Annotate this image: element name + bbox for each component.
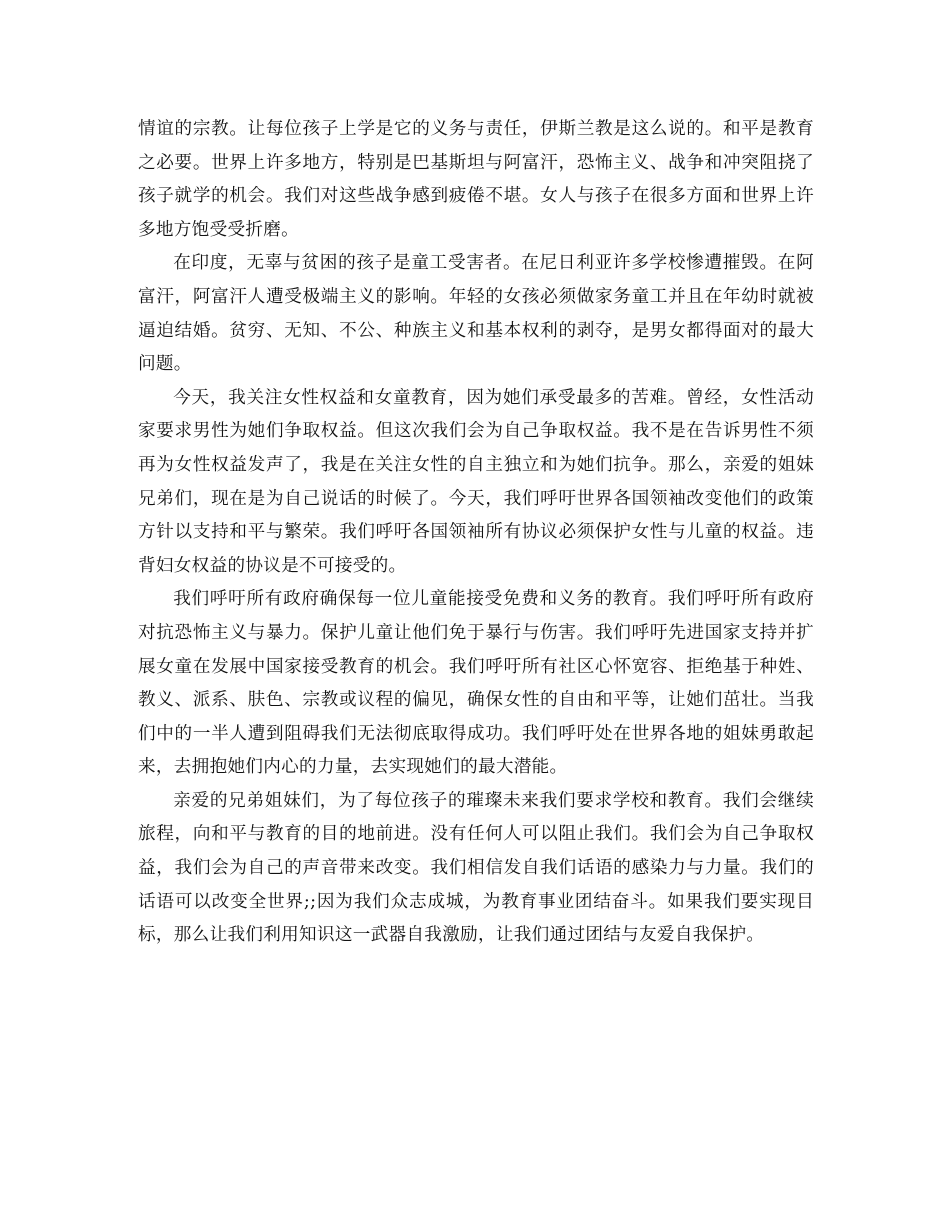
paragraph-2: 在印度，无辜与贫困的孩子是童工受害者。在尼日利亚许多学校惨遭摧毁。在阿富汗，阿富汗人遭受极端主义的影响。年轻的女孩必须做家务童工并且在年幼时就被逼迫结婚。贫穷、无知、不公、种族主义和基本权利的剥夺，是男女都得面对的最大问题。 [138,253,814,375]
paragraph-5: 亲爱的兄弟姐妹们，为了每位孩子的璀璨未来我们要求学校和教育。我们会继续旅程，向和平与教育的目的地前进。没有任何人可以阻止我们。我们会为自己争取权益，我们会为自己的声音带来改变。我们相信发自我们话语的感染力与力量。我们的话语可以改变全世界;;因为我们众志成城，为教育事业团结奋斗。如果我们要实现目标，那么让我们利用知识这一武器自我激励，让我们通过团结与友爱自我保护。 [138,790,814,946]
paragraph-4: 我们呼吁所有政府确保每一位儿童能接受免费和义务的教育。我们呼吁所有政府对抗恐怖主义与暴力。保护儿童让他们免于暴行与伤害。我们呼吁先进国家支持并扩展女童在发展中国家接受教育的机会。我们呼吁所有社区心怀宽容、拒绝基于种姓、教义、派系、肤色、宗教或议程的偏见，确保女性的自由和平等，让她们茁壮。当我们中的一半人遭到阻碍我们无法彻底取得成功。我们呼吁处在世界各地的姐妹勇敢起来，去拥抱她们内心的力量，去实现她们的最大潜能。 [138,589,814,778]
paragraph-3: 今天，我关注女性权益和女童教育，因为她们承受最多的苦难。曾经，女性活动家要求男性为她们争取权益。但这次我们会为自己争取权益。我不是在告诉男性不须再为女性权益发声了，我是在关注女性的自主独立和为她们抗争。那么，亲爱的姐妹兄弟们，现在是为自己说话的时候了。今天，我们呼吁世界各国领袖改变他们的政策方针以支持和平与繁荣。我们呼吁各国领袖所有协议必须保护女性与儿童的权益。违背妇女权益的协议是不可接受的。 [138,387,814,576]
document-body [138,113,814,953]
paragraph-1: 情谊的宗教。让每位孩子上学是它的义务与责任，伊斯兰教是这么说的。和平是教育之必要。世界上许多地方，特别是巴基斯坦与阿富汗，恐怖主义、战争和冲突阻挠了孩子就学的机会。我们对这些战争感到疲倦不堪。女人与孩子在很多方面和世界上许多地方饱受受折磨。 [138,119,814,240]
